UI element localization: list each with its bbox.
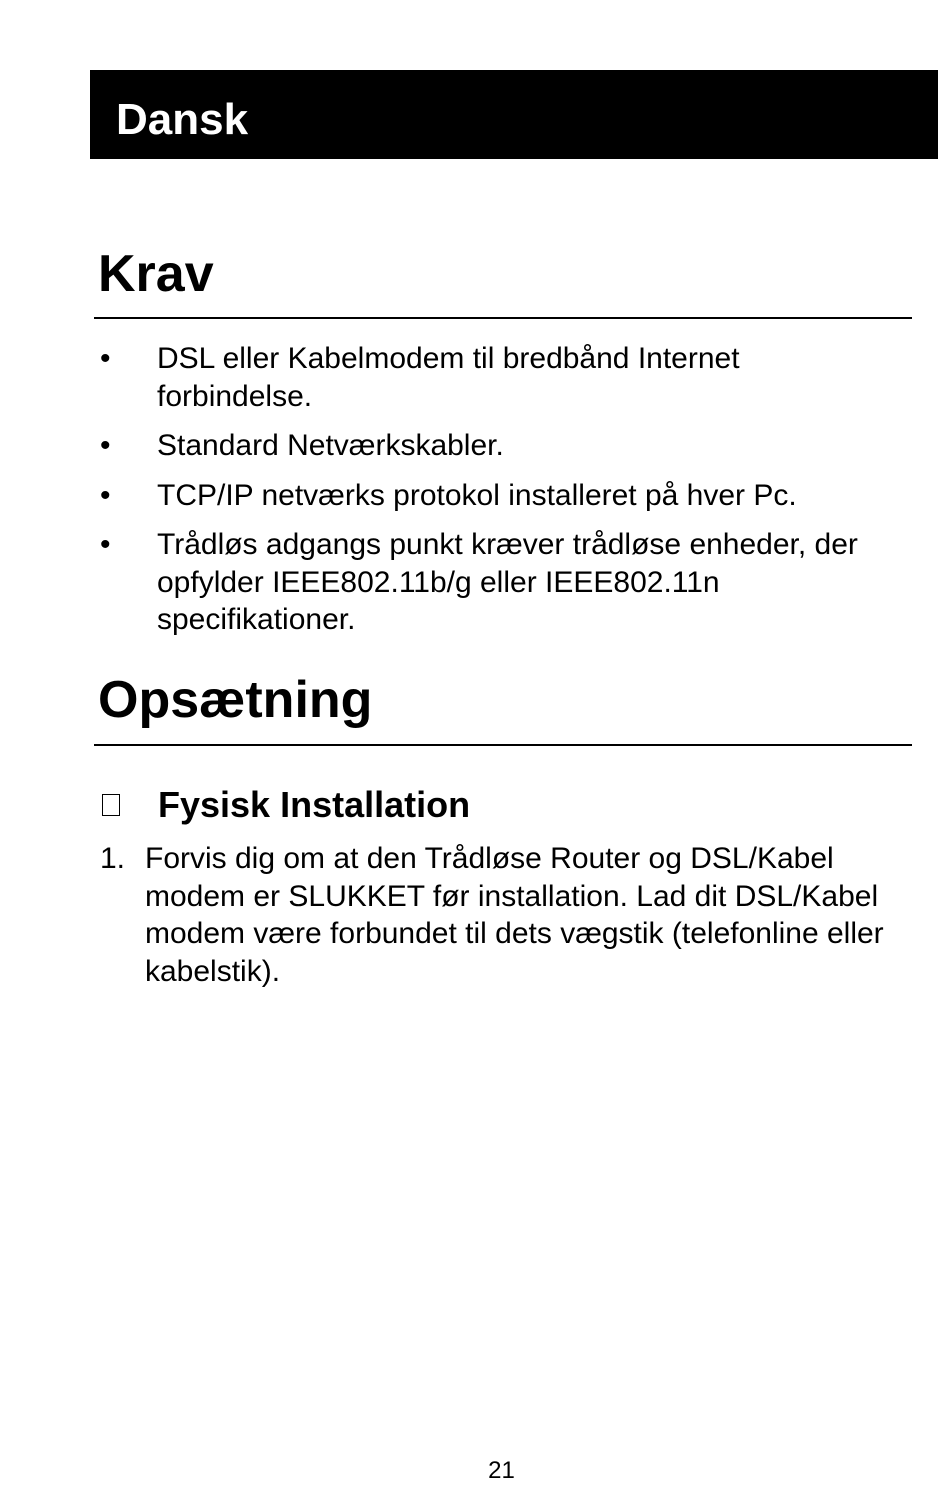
bullet-icon: • (100, 478, 111, 512)
list-item-text: TCP/IP netværks protokol installeret på hver Pc. (157, 478, 797, 512)
list-item-text: Standard Netværkskabler. (157, 429, 504, 462)
step-text: Forvis dig om at den Trådløse Router og DSL/Kabel modem er SLUKKET før installation. Lad dit DSL/Kabel modem være forbundet til dets vægstik (telefonline eller kabelstik). (145, 842, 884, 988)
list-item (0, 427, 950, 465)
setup-divider (94, 744, 912, 746)
setup-heading: Opsætning (98, 671, 373, 729)
list-item-text: Trådløs adgangs punkt kræver trådløse enheder, der opfylder IEEE802.11b/g eller IEEE802.11n specifikationer. (157, 528, 858, 636)
page-number: 21 (488, 1457, 515, 1484)
bullet-icon: • (100, 528, 111, 561)
requirements-heading: Krav (98, 245, 214, 303)
requirements-divider (94, 317, 912, 319)
subsection-title: Fysisk Installation (158, 784, 471, 825)
bullet-icon: • (100, 342, 111, 375)
list-item (0, 477, 950, 515)
installation-steps (0, 840, 950, 990)
bullet-icon: • (100, 429, 111, 462)
list-item-text: DSL eller Kabelmodem til bredbånd Internet forbindelse. (157, 342, 740, 413)
step-item (0, 840, 950, 990)
checkbox-icon (102, 794, 120, 816)
step-number: 1. (100, 842, 126, 875)
language-banner (90, 70, 938, 159)
language-banner-label: Dansk (116, 95, 249, 144)
list-item (0, 526, 950, 639)
list-item (0, 340, 950, 415)
requirements-list (0, 340, 950, 651)
